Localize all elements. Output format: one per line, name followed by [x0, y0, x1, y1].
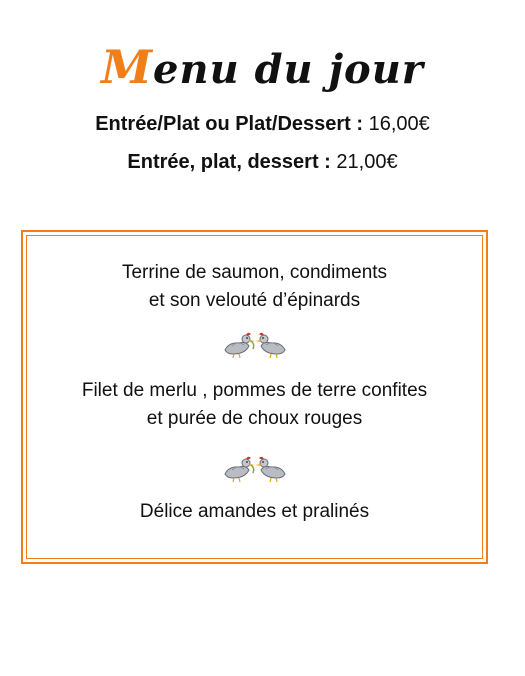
menu-title-initial: M [101, 40, 154, 94]
bird-left-icon [225, 457, 255, 482]
bird-right-icon [255, 457, 285, 482]
birds-icon [219, 452, 291, 484]
price-value: 21,00€ [336, 151, 398, 173]
dish-line: Filet de merlu , pommes de terre confites [81, 380, 428, 401]
birds-icon [219, 328, 291, 360]
price-value: 16,00€ [368, 113, 430, 135]
bird-left-icon [225, 333, 255, 358]
dish-starter [23, 259, 486, 315]
dish-dessert [23, 498, 486, 526]
menu-title-rest: enu du jour [153, 46, 424, 93]
bird-right-icon [255, 333, 285, 358]
price-line-formula-three [0, 151, 525, 174]
menu-title [0, 40, 525, 94]
price-line-formula-two [0, 113, 525, 136]
dish-line: et son velouté d’épinards [148, 290, 361, 311]
price-label: Entrée, plat, dessert : [127, 151, 331, 173]
dish-line: Terrine de saumon, condiments [121, 262, 388, 283]
dish-main [23, 377, 486, 433]
dish-line: et purée de choux rouges [146, 408, 363, 429]
menu-box [21, 230, 488, 564]
dish-line: Délice amandes et pralinés [139, 501, 370, 522]
price-label: Entrée/Plat ou Plat/Dessert : [95, 113, 364, 135]
